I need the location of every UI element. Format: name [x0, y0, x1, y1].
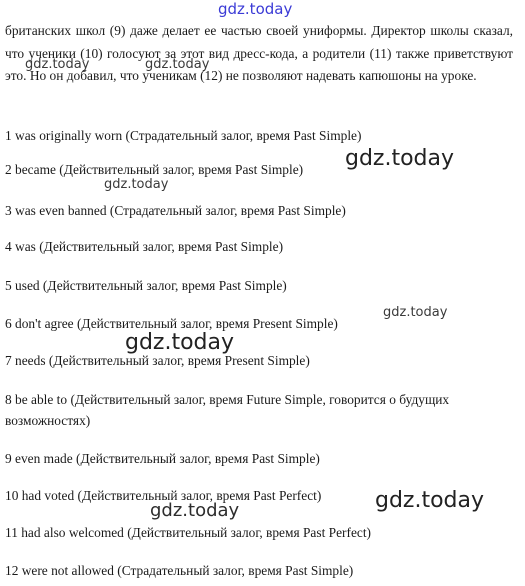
answer-9: 9 even made (Действительный залог, время Past Simple)	[5, 451, 320, 466]
watermark-overlay-4: gdz.today	[104, 177, 169, 192]
answer-6: 6 don't agree (Действительный залог, время Present Simple)	[5, 316, 338, 331]
watermark-overlay-8: gdz.today	[150, 500, 240, 521]
answer-10: 10 had voted (Действительный залог, время Past Perfect)	[5, 488, 322, 503]
answer-11: 11 had also welcomed (Действительный залог, время Past Perfect)	[5, 525, 372, 540]
watermark-overlay-7: gdz.today	[375, 488, 485, 513]
answer-7: 7 needs (Действительный залог, время Present Simple)	[5, 353, 310, 368]
watermark-overlay-1: gdz.today	[25, 57, 90, 72]
answer-12: 12 were not allowed (Страдательный залог, время Past Simple)	[5, 563, 354, 578]
answer-3: 3 was even banned (Страдательный залог, время Past Simple)	[5, 203, 346, 218]
watermark-overlay-2: gdz.today	[145, 57, 210, 72]
answer-5: 5 used (Действительный залог, время Past Simple)	[5, 278, 287, 293]
intro-paragraph: британских школ (9) даже делает ее частью своей униформы. Директор школы сказал, что ученики (10) голосуют за этот вид дресс-кода, а родители (11) также приветствуют это. Но он добавил, что ученикам (12) не позволяют надевать капюшоны на уроке.	[5, 23, 513, 83]
answer-1: 1 was originally worn (Страдательный залог, время Past Simple)	[5, 128, 362, 143]
watermark-overlay-6: gdz.today	[125, 330, 235, 355]
answer-8: 8 be able to (Действительный залог, время Future Simple, говорится о будущих возможностях)	[5, 392, 450, 428]
watermark-top: gdz.today	[218, 0, 293, 18]
answer-4: 4 was (Действительный залог, время Past Simple)	[5, 239, 284, 254]
answer-2: 2 became (Действительный залог, время Past Simple)	[5, 162, 304, 177]
watermark-overlay-5: gdz.today	[383, 305, 448, 320]
watermark-overlay-3: gdz.today	[345, 146, 455, 171]
